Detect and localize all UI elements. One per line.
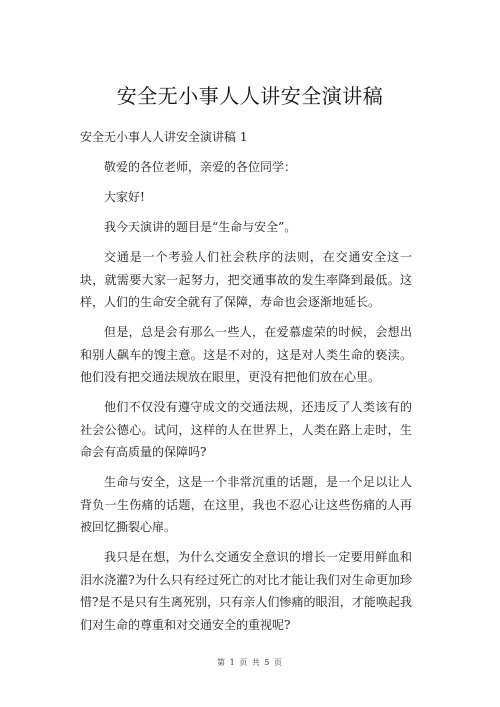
paragraph-greeting: 敬爱的各位老师，亲爱的各位同学：	[104, 160, 297, 174]
paragraph: 但是，总是会有那么一些人，在爱慕虚荣的时候，会想出和别人飙车的馊主意。这是不对的，这是对人类生命的亵渎。他们没有把交通法规放在眼里，更没有把他们放在心里。	[80, 325, 412, 384]
document-body	[80, 126, 412, 644]
paragraph: 交通是一个考验人们社会秩序的法则，在交通安全这一块，就需要大家一起努力，把交通事故的发生率降到最低。这样，人们的生命安全就有了保障，寿命也会逐渐地延长。	[80, 250, 412, 309]
section-heading: 安全无小事人人讲安全演讲稿 1	[80, 130, 248, 144]
page-number-footer: 第 1 页 共 5 页	[217, 658, 283, 667]
paragraph: 我只是在想，为什么交通安全意识的增长一定要用鲜血和泪水浇灌?为什么只有经过死亡的对比才能让我们对生命更加珍惜?是不是只有生离死别，只有亲人们惨痛的眼泪，才能唤起我们对生命的尊重和对交通安全的重视呢?	[80, 550, 412, 632]
paragraph: 他们不仅没有遵守成文的交通法规，还违反了人类该有的社会公德心。试问，这样的人在世界上，人类在路上走时，生命会有高质量的保障吗?	[80, 400, 412, 459]
paragraph-hello: 大家好!	[104, 190, 145, 204]
paragraph-topic: 我今天演讲的题目是“生命与安全”。	[104, 220, 297, 234]
paragraph: 生命与安全，这是一个非常沉重的话题，是一个足以让人背负一生伤痛的话题，在这里，我也不忍心让这些伤痛的人再被回忆撕裂心扉。	[80, 475, 412, 534]
document-title: 安全无小事人人讲安全演讲稿	[116, 84, 384, 108]
